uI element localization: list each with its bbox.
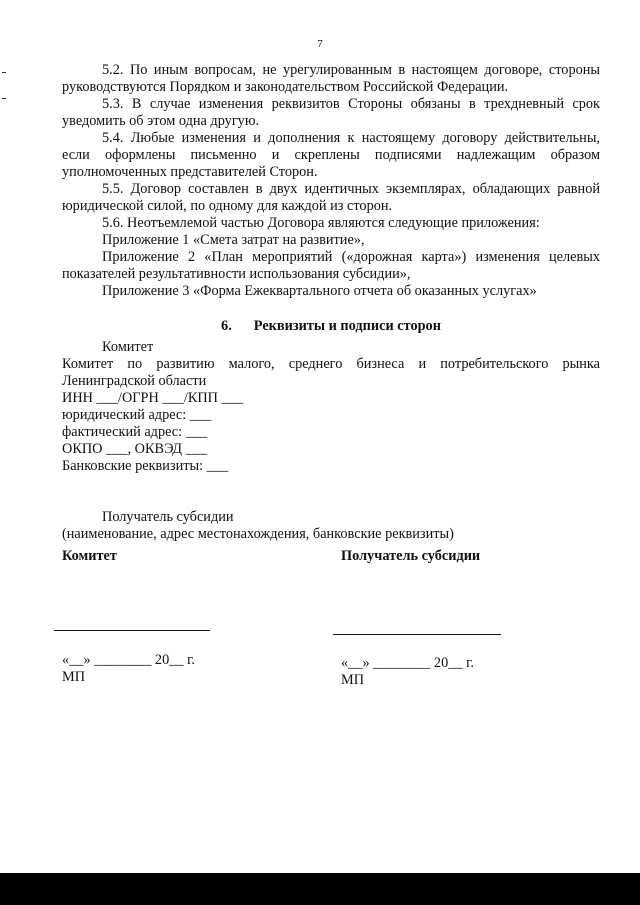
recipient-details-hint: (наименование, адрес местонахождения, банковские реквизиты) <box>62 526 454 542</box>
signature-title-committee: Комитет <box>62 548 117 564</box>
section-number: 6. <box>221 318 232 334</box>
bank-details: Банковские реквизиты: ___ <box>62 458 229 474</box>
legal-address: юридический адрес: ___ <box>62 407 212 423</box>
clause-5-5: 5.5. Договор составлен в двух идентичных экземплярах, обладающих равной юридической силой, по одному для каждой из сторон. <box>62 181 600 214</box>
page-number: 7 <box>317 38 323 50</box>
date-line: «__» ________ 20__ г. <box>62 652 195 668</box>
section-heading <box>62 318 600 335</box>
signature-line-committee <box>54 630 210 631</box>
clause-5-3: 5.3. В случае изменения реквизитов Стороны обязаны в трехдневный срок уведомить об этом одна другую. <box>62 96 600 129</box>
section-title: Реквизиты и подписи сторон <box>253 318 441 334</box>
document-body <box>62 62 600 543</box>
clause-5-2: 5.2. По иным вопросам, не урегулированным в настоящем договоре, стороны руководствуются Порядком и законодательством Российской Федерации. <box>62 62 600 95</box>
actual-address: фактический адрес: ___ <box>62 424 208 440</box>
scan-bottom-bar <box>0 873 640 905</box>
appendix-3: Приложение 3 «Форма Ежеквартального отчета об оказанных услугах» <box>102 283 537 299</box>
committee-full-name: Комитет по развитию малого, среднего бизнеса и потребительского рынка Ленинградской области <box>62 356 600 389</box>
appendix-1: Приложение 1 «Смета затрат на развитие», <box>102 232 365 248</box>
scan-mark <box>2 72 6 73</box>
stamp-label: МП <box>341 672 365 688</box>
okpo-okved: ОКПО ___, ОКВЭД ___ <box>62 441 208 457</box>
signature-block-recipient <box>341 548 571 565</box>
spacer <box>62 475 600 509</box>
inn-ogrn-kpp: ИНН ___/ОГРН ___/КПП ___ <box>62 390 244 406</box>
date-committee <box>62 652 195 686</box>
clause-5-6: 5.6. Неотъемлемой частью Договора являются следующие приложения: <box>102 215 540 231</box>
clause-5-4: 5.4. Любые изменения и дополнения к настоящему договору действительны, если оформлены письменно и скреплены подписями надлежащим образом уполномоченных представителей Сторон. <box>62 130 600 180</box>
stamp-label: МП <box>62 669 86 685</box>
appendix-2: Приложение 2 «План мероприятий («дорожная карта») изменения целевых показателей результативности использования субсидии», <box>62 249 600 282</box>
recipient-label: Получатель субсидии <box>102 509 234 525</box>
signature-title-recipient: Получатель субсидии <box>341 548 481 564</box>
signature-line-recipient <box>333 634 501 635</box>
scan-mark <box>2 98 6 99</box>
date-recipient <box>341 655 474 689</box>
committee-label: Комитет <box>102 339 154 355</box>
signature-block-committee <box>62 548 292 565</box>
date-line: «__» ________ 20__ г. <box>341 655 474 671</box>
